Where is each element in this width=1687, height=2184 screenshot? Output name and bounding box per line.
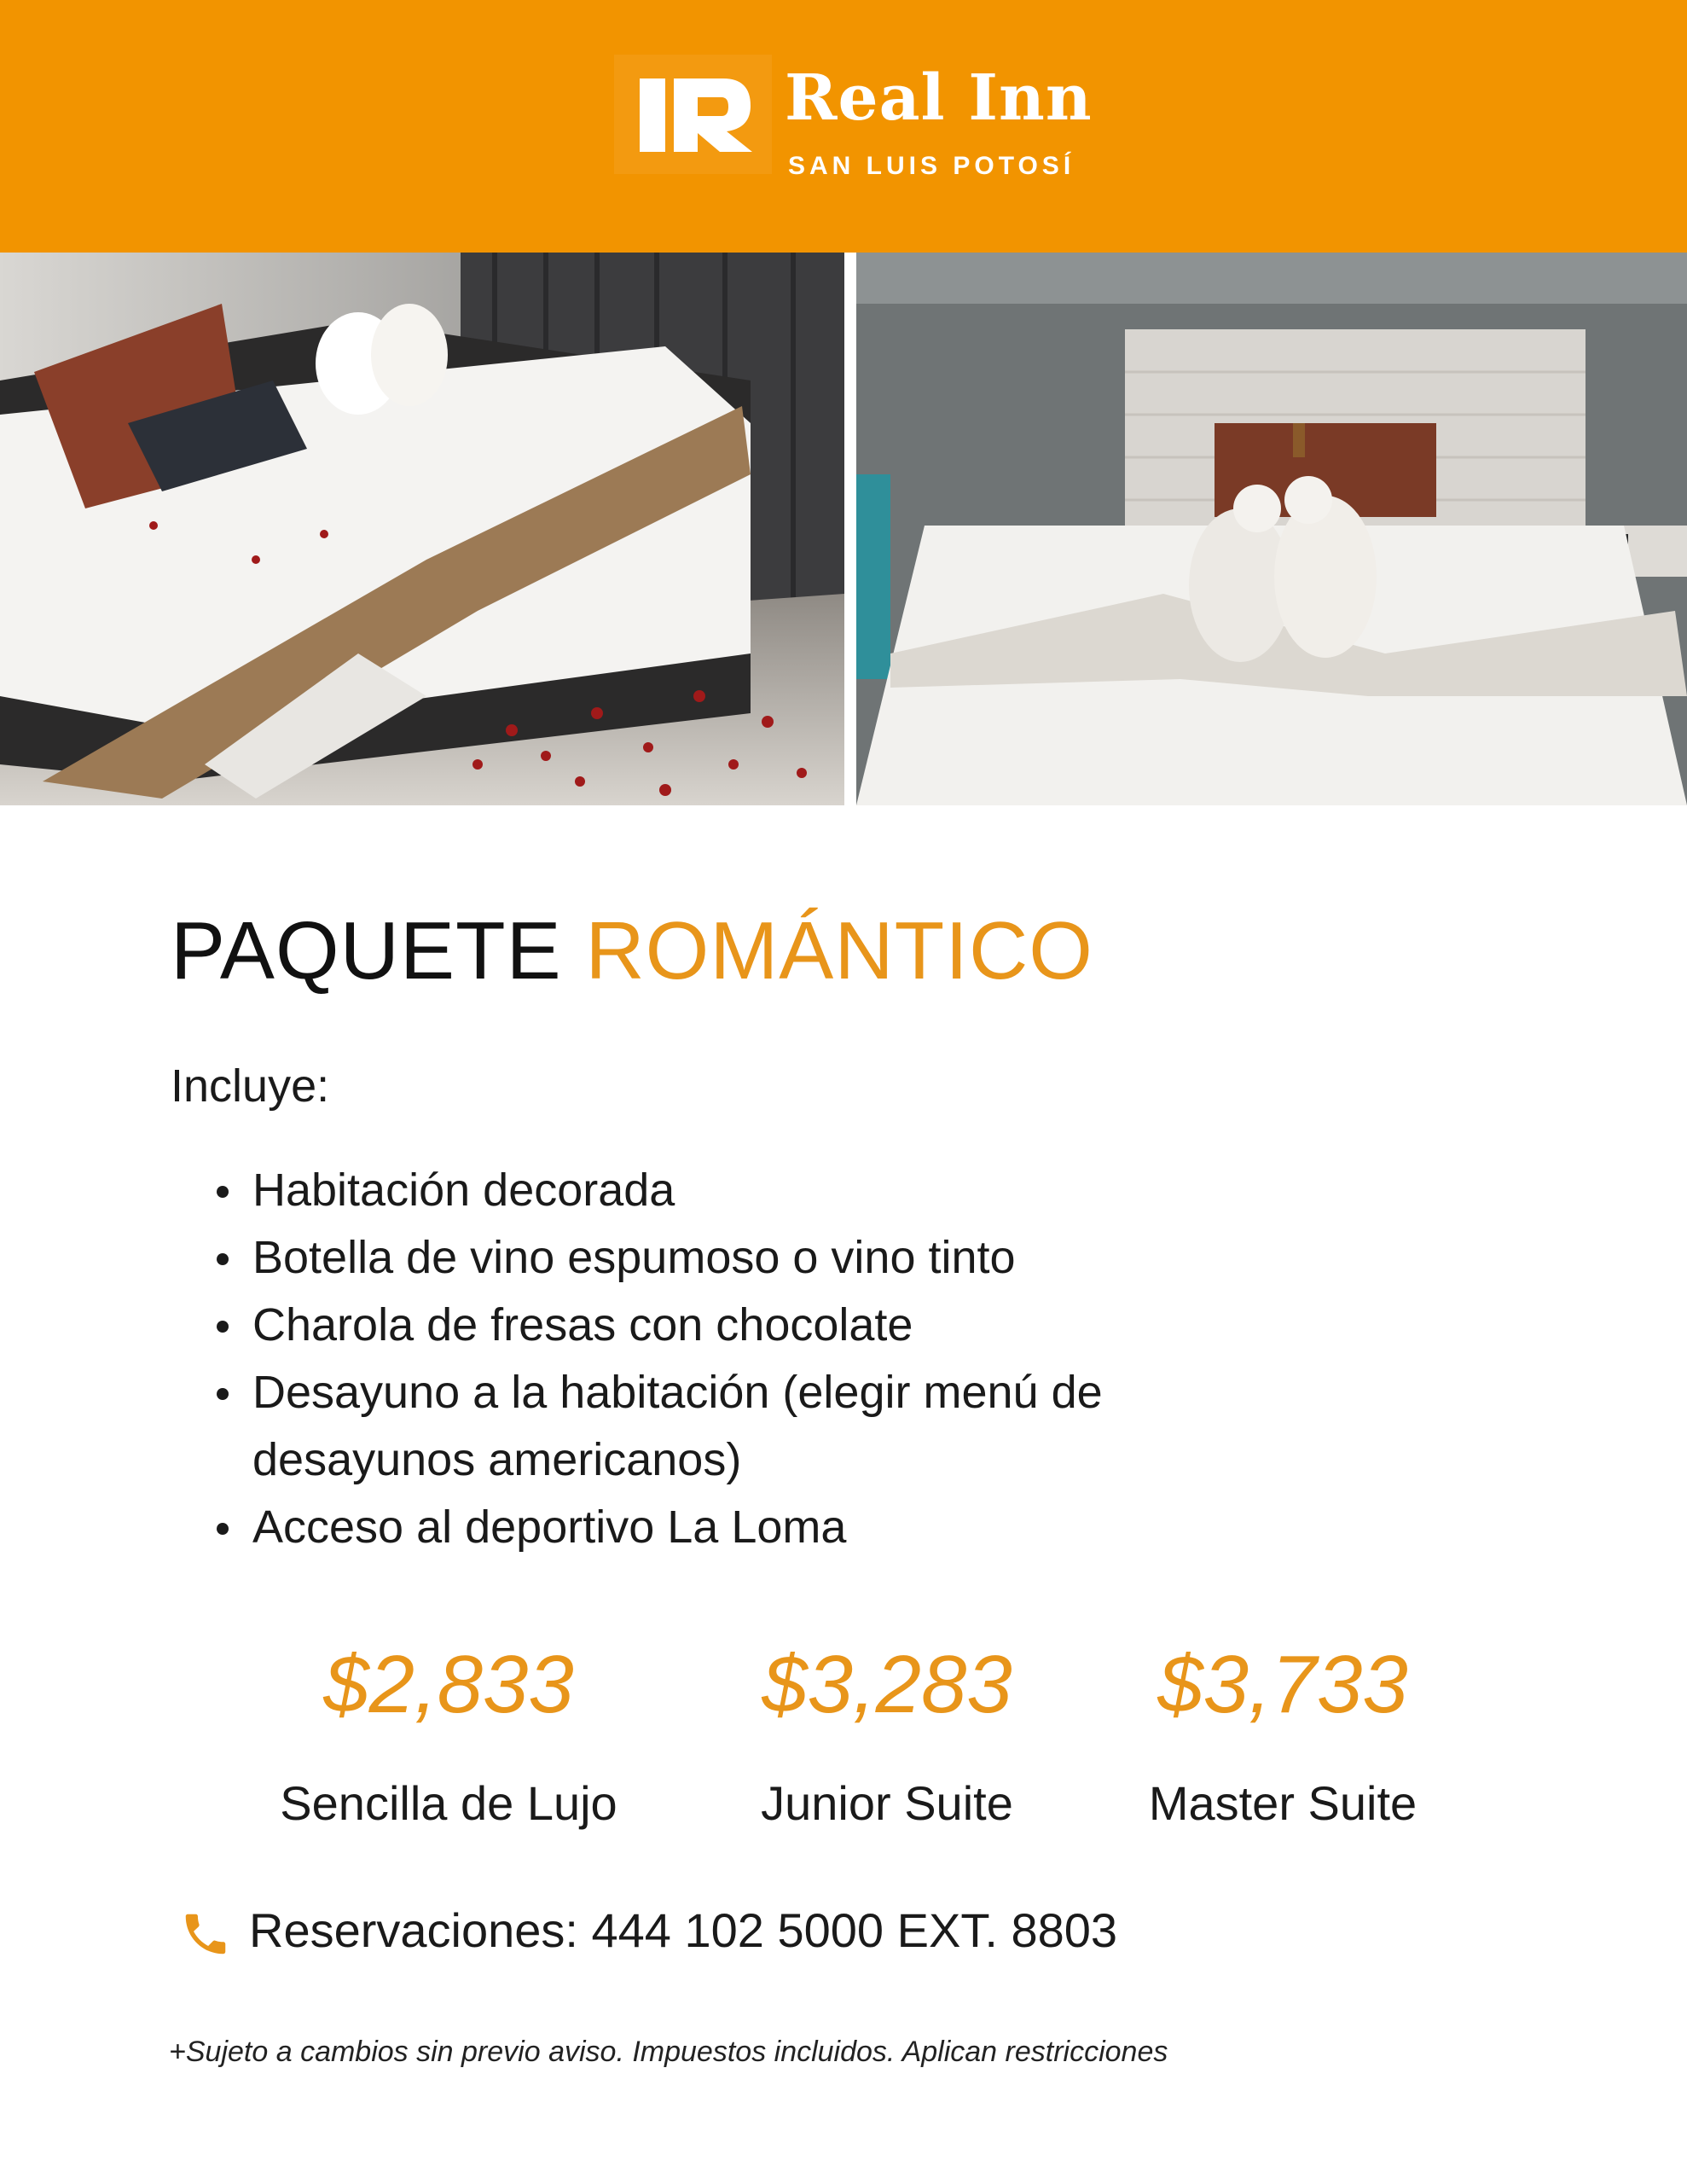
page-title xyxy=(171,904,1093,998)
price-amount: $3,283 xyxy=(762,1639,1012,1730)
price-sencilla xyxy=(244,1634,653,1831)
list-item: Botella de vino espumoso o vino tinto xyxy=(213,1224,1322,1292)
brand-logo xyxy=(614,55,1093,180)
room-photo-right xyxy=(856,253,1687,805)
room-type: Sencilla de Lujo xyxy=(280,1776,617,1830)
room-photo-left xyxy=(0,253,844,805)
price-master xyxy=(1078,1634,1487,1831)
room-type: Master Suite xyxy=(1148,1776,1417,1830)
list-item: Charola de fresas con chocolate xyxy=(213,1292,1322,1359)
includes-label: Incluye: xyxy=(171,1060,330,1112)
ir-logo-icon xyxy=(614,55,772,174)
title-part-2: ROMÁNTICO xyxy=(585,905,1093,996)
title-part-1: PAQUETE xyxy=(171,905,562,996)
price-amount: $3,733 xyxy=(1157,1639,1408,1730)
price-amount: $2,833 xyxy=(323,1639,574,1730)
list-item: Desayuno a la habitación (elegir menú de desayunos americanos) xyxy=(213,1359,1233,1494)
brand-city: SAN LUIS POTOSÍ xyxy=(788,152,1075,180)
price-junior xyxy=(682,1634,1092,1831)
disclaimer: +Sujeto a cambios sin previo aviso. Impuestos incluidos. Aplican restricciones xyxy=(169,2036,1168,2068)
header-banner xyxy=(0,0,1687,253)
brand-name: Real Inn xyxy=(785,61,1093,135)
reservations-text: Reservaciones: 444 102 5000 EXT. 8803 xyxy=(249,1903,1118,1957)
list-item: Habitación decorada xyxy=(213,1157,1322,1224)
includes-list xyxy=(213,1157,1322,1561)
phone-icon xyxy=(179,1908,232,1960)
room-type: Junior Suite xyxy=(761,1776,1013,1830)
list-item: Acceso al deportivo La Loma xyxy=(213,1494,1322,1561)
